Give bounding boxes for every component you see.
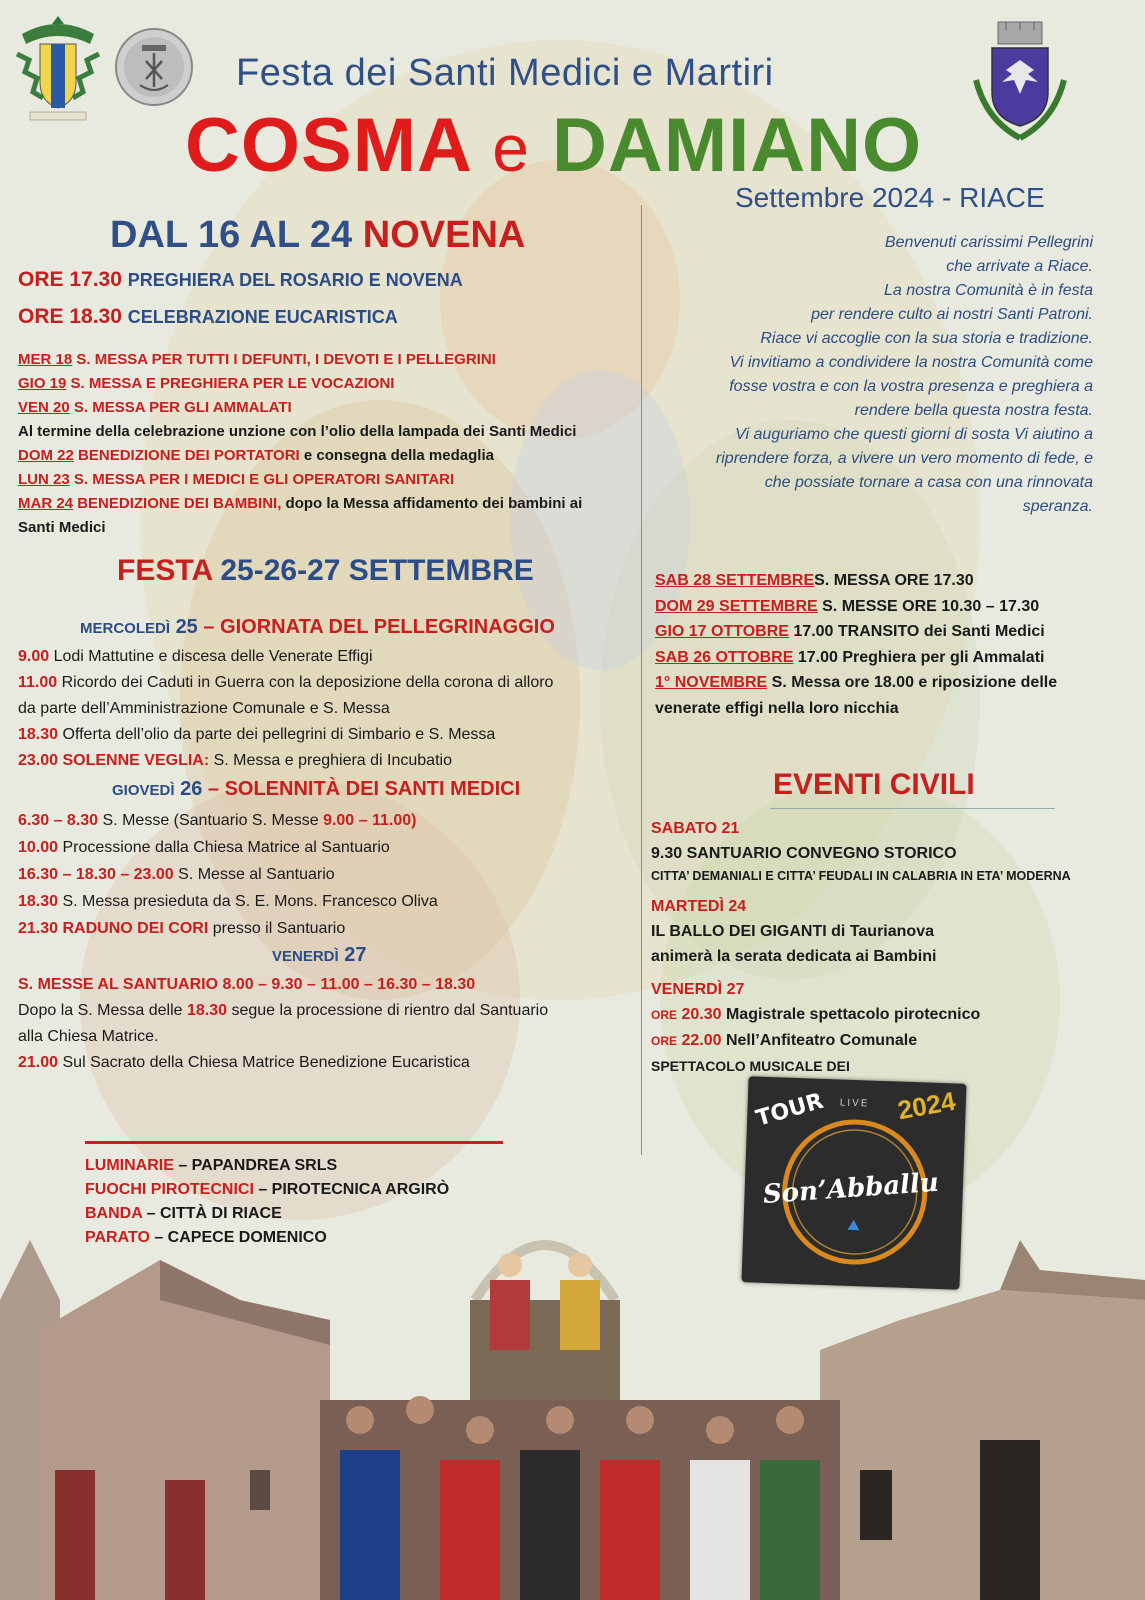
schedule-item: 21.30 RADUNO DEI CORI presso il Santuario (18, 920, 346, 937)
novena-heading (110, 214, 525, 257)
schedule-item: 16.30 – 18.30 – 23.00 S. Messe al Santuario (18, 866, 335, 883)
welcome-line: Benvenuti carissimi Pellegrini (884, 234, 1093, 251)
event-day-heading: SABATO 21 (651, 820, 740, 837)
novena-day: VEN 20 S. MESSA PER GLI AMMALATI (18, 399, 292, 416)
schedule-item: 11.00 Ricordo dei Caduti in Guerra con la deposizione della corona di alloro (18, 674, 554, 691)
schedule-item: da parte dell’Amministrazione Comunale e S. Messa (18, 700, 390, 717)
event-line: CITTA’ DEMANIALI E CITTA’ FEUDALI IN CALABRIA IN ETA’ MODERNA (651, 869, 1071, 883)
poster-tour-text: TOUR (753, 1088, 827, 1132)
festival-date: Settembre 2024 - RIACE (735, 182, 1045, 213)
later-date: SAB 28 SETTEMBRES. MESSA ORE 17.30 (655, 572, 974, 589)
bishop-coat-of-arms-icon (12, 14, 104, 124)
event-line: animerà la serata dedicata ai Bambini (651, 948, 937, 965)
schedule-item: S. MESSE AL SANTUARIO 8.00 – 9.30 – 11.00 – 16.30 – 18.30 (18, 976, 476, 993)
day-25-list (18, 644, 553, 774)
day-25-heading: MERCOLEDÌ 25 – GIORNATA DEL PELLEGRINAGGIO (80, 616, 555, 638)
novena-day-list (18, 348, 582, 540)
schedule-item: Dopo la S. Messa delle 18.30 segue la processione di rientro dal Santuario (18, 1002, 549, 1019)
title-cosma: COSMA (185, 103, 471, 188)
novena-day: DOM 22 BENEDIZIONE DEI PORTATORI e consegna della medaglia (18, 447, 494, 464)
schedule-item: 23.00 SOLENNE VEGLIA: S. Messa e preghiera di Incubatio (18, 752, 452, 769)
welcome-line: speranza. (1022, 498, 1093, 515)
day-27-list (18, 972, 548, 1076)
novena-dates: DAL 16 AL 24 (110, 214, 353, 256)
day-26-heading: GIOVEDÌ 26 – SOLENNITÀ DEI SANTI MEDICI (112, 778, 521, 800)
eventi-list (651, 816, 1071, 1079)
novena-note: Santi Medici (18, 519, 106, 536)
son-abballu-tour-poster (741, 1076, 966, 1289)
festa-heading: FESTA 25-26-27 SETTEMBRE (117, 554, 534, 587)
welcome-message (650, 231, 1093, 519)
day-27-heading: VENERDÌ 27 (272, 944, 367, 966)
novena-day: MAR 24 BENEDIZIONE DEI BAMBINI, dopo la Messa affidamento dei bambini ai (18, 495, 583, 512)
title-damiano: DAMIANO (552, 103, 923, 188)
day-26-list (18, 807, 438, 942)
novena-word: NOVENA (362, 214, 526, 256)
schedule-item: 9.00 Lodi Mattutine e discesa delle Venerate Effigi (18, 648, 373, 665)
schedule-item: alla Chiesa Matrice. (18, 1028, 159, 1045)
event-line: 9.30 SANTUARIO CONVEGNO STORICO (651, 845, 957, 862)
welcome-line: che arrivate a Riace. (946, 258, 1093, 275)
novena-note: Al termine della celebrazione unzione con l’olio della lampada dei Santi Medici (18, 423, 577, 440)
welcome-line: Vi auguriamo che questi giorni di sosta Vi aiutino a (735, 426, 1093, 443)
schedule-item: 21.00 Sul Sacrato della Chiesa Matrice Benedizione Eucaristica (18, 1054, 470, 1071)
welcome-line: La nostra Comunità è in festa (883, 282, 1093, 299)
schedule-item: 6.30 – 8.30 S. Messe (Santuario S. Messe 9.00 – 11.00) (18, 812, 417, 829)
novena-line-1: ORE 17.30 PREGHIERA DEL ROSARIO E NOVENA (18, 268, 463, 291)
later-date: GIO 17 OTTOBRE 17.00 TRANSITO dei Santi Medici (655, 623, 1045, 640)
welcome-line: Riace vi accoglie con la sua storia e tradizione. (760, 330, 1093, 347)
credit-item: FUOCHI PIROTECNICI – PIROTECNICA ARGIRÒ (85, 1181, 450, 1198)
event-line: ORE 20.30 Magistrale spettacolo pirotecnico (651, 1006, 981, 1023)
event-line: ORE 22.00 Nell’Anfiteatro Comunale (651, 1032, 918, 1049)
schedule-item: 18.30 S. Messa presieduta da S. E. Mons. Francesco Oliva (18, 893, 438, 910)
later-date: DOM 29 SETTEMBRE S. MESSE ORE 10.30 – 17.30 (655, 597, 1040, 615)
poster-band-name: Son’Abballu (761, 1167, 940, 1210)
later-date-tail: venerate effigi nella loro nicchia (655, 699, 899, 717)
poster-year-text: 2024 (895, 1085, 958, 1126)
event-line: IL BALLO DEI GIGANTI di Taurianova (651, 923, 934, 940)
schedule-item: 18.30 Offerta dell’olio da parte dei pellegrini di Simbario e S. Messa (18, 726, 496, 743)
welcome-line: per rendere culto ai nostri Santi Patroni. (811, 306, 1093, 323)
credit-item: BANDA – CITTÀ DI RIACE (85, 1205, 282, 1222)
festival-title (185, 102, 922, 189)
festival-subtitle: Festa dei Santi Medici e Martiri (236, 52, 774, 94)
eventi-underline (770, 808, 1055, 809)
credits-divider (85, 1141, 503, 1144)
novena-day: LUN 23 S. MESSA PER I MEDICI E GLI OPERATORI SANITARI (18, 471, 455, 488)
welcome-line: che possiate tornare a casa con una rinnovata (764, 474, 1093, 491)
column-divider (641, 205, 642, 1155)
poster-live-text: LIVE (839, 1097, 870, 1110)
santi-medici-emblem-icon (114, 27, 194, 107)
later-date: 1° NOVEMBRE S. Messa ore 18.00 e riposizione delle (655, 674, 1058, 691)
welcome-line: rendere bella questa nostra festa. (854, 402, 1093, 419)
novena-line-2: ORE 18.30 CELEBRAZIONE EUCARISTICA (18, 305, 398, 328)
event-day-heading: VENERDÌ 27 (651, 981, 745, 998)
welcome-line: Vi invitiamo a condividere la nostra Comunità come (729, 354, 1093, 371)
later-date: SAB 26 OTTOBRE 17.00 Preghiera per gli Ammalati (655, 648, 1045, 666)
schedule-item: 10.00 Processione dalla Chiesa Matrice al Santuario (18, 839, 390, 856)
event-line: SPETTACOLO MUSICALE DEI (651, 1058, 850, 1074)
event-day-heading: MARTEDÌ 24 (651, 898, 747, 915)
credits-list (85, 1154, 449, 1250)
welcome-line: riprendere forza, a vivere un vero momento di fede, e (715, 450, 1093, 467)
riace-municipal-crest-icon (968, 20, 1072, 144)
credit-item: PARATO – CAPECE DOMENICO (85, 1229, 327, 1246)
title-and: e (492, 111, 530, 185)
eventi-civili-heading: EVENTI CIVILI (773, 768, 975, 801)
welcome-line: fosse vostra e con la vostra presenza e preghiera a (729, 378, 1093, 395)
novena-day: MER 18 S. MESSA PER TUTTI I DEFUNTI, I DEVOTI E I PELLEGRINI (18, 351, 496, 368)
novena-day: GIO 19 S. MESSA E PREGHIERA PER LE VOCAZIONI (18, 375, 395, 392)
credit-item: LUMINARIE – PAPANDREA SRLS (85, 1157, 338, 1174)
later-dates-list (655, 568, 1057, 721)
